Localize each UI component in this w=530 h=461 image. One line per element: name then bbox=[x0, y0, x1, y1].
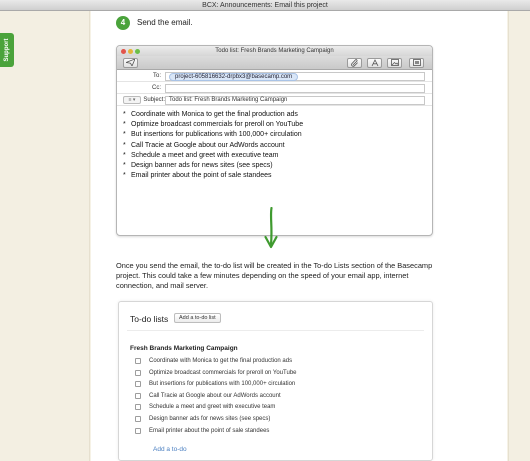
stationery-button[interactable] bbox=[409, 58, 424, 68]
right-gutter bbox=[508, 11, 530, 461]
explanation-text: Once you send the email, the to-do list will be created in the To-do Lists section of the Basecamp project. This could take a few minutes depending on the speed of your email app, internet connection, and mail server. bbox=[116, 261, 433, 290]
to-field[interactable] bbox=[165, 72, 425, 81]
recipient-token[interactable]: project-605816632-drpbx3@basecamp.com bbox=[169, 73, 298, 81]
todo-item bbox=[135, 369, 297, 381]
todo-item-text[interactable]: Coordinate with Monica to get the final production ads bbox=[149, 358, 293, 364]
todo-checkbox[interactable] bbox=[135, 416, 141, 422]
email-body[interactable] bbox=[117, 106, 432, 185]
send-icon bbox=[126, 59, 135, 66]
support-tab[interactable] bbox=[0, 33, 14, 67]
todo-item-text[interactable]: But insertions for publications with 100,000+ circulation bbox=[149, 381, 296, 388]
todo-item bbox=[135, 380, 297, 392]
window-title-bar bbox=[0, 0, 530, 11]
cc-field[interactable] bbox=[165, 84, 425, 93]
todo-item-text[interactable]: Schedule a meet and greet with executive team bbox=[149, 404, 276, 411]
font-format-icon bbox=[371, 59, 379, 67]
send-button[interactable] bbox=[123, 58, 138, 68]
cc-label: Cc: bbox=[152, 85, 161, 91]
to-row bbox=[117, 70, 432, 82]
todo-item bbox=[135, 427, 297, 439]
todo-checkbox[interactable] bbox=[135, 404, 141, 410]
account-menu-button[interactable]: ≡ ▾ bbox=[123, 96, 141, 104]
todo-item-text[interactable]: Design banner ads for news sites (see specs) bbox=[149, 415, 271, 422]
photo-icon bbox=[391, 59, 399, 66]
add-todo-list-button[interactable]: Add a to-do list bbox=[174, 313, 221, 323]
step-title: Send the email. bbox=[137, 18, 193, 27]
paperclip-icon bbox=[351, 59, 359, 67]
todo-items bbox=[135, 357, 297, 438]
window-title: BCX: Announcements: Email this project bbox=[202, 2, 328, 9]
stationery-icon bbox=[413, 59, 421, 66]
divider bbox=[127, 330, 424, 331]
todo-item bbox=[135, 415, 297, 427]
email-toolbar bbox=[117, 56, 432, 70]
email-body-line: * Email printer about the point of sale standees bbox=[123, 171, 426, 181]
todo-item bbox=[135, 392, 297, 404]
photo-browser-button[interactable] bbox=[387, 58, 402, 68]
todo-lists-heading: To-do lists bbox=[130, 314, 169, 324]
email-body-line: * Coordinate with Monica to get the final production ads bbox=[123, 110, 426, 120]
todo-checkbox[interactable] bbox=[135, 370, 141, 376]
support-tab-label: Support bbox=[4, 38, 10, 62]
email-body-line: * Schedule a meet and greet with executive team bbox=[123, 151, 426, 161]
to-label: To: bbox=[152, 73, 161, 79]
email-body-line: * Design banner ads for news sites (see specs) bbox=[123, 161, 426, 171]
todo-checkbox[interactable] bbox=[135, 428, 141, 434]
email-body-line: * Optimize broadcast commercials for preroll on YouTube bbox=[123, 120, 426, 130]
todo-checkbox[interactable] bbox=[135, 358, 141, 364]
email-body-line: * Call Tracie at Google about our AdWords account bbox=[123, 141, 426, 151]
step-number-badge: 4 bbox=[116, 16, 130, 30]
minimize-window-icon[interactable] bbox=[128, 49, 133, 54]
todo-item-text[interactable]: Email printer about the point of sale standees bbox=[149, 427, 270, 434]
format-button[interactable] bbox=[367, 58, 382, 68]
zoom-window-icon[interactable] bbox=[135, 49, 140, 54]
close-window-icon[interactable] bbox=[121, 49, 126, 54]
todo-checkbox[interactable] bbox=[135, 393, 141, 399]
cc-row bbox=[117, 82, 432, 94]
left-gutter bbox=[0, 11, 90, 461]
email-window-titlebar bbox=[117, 46, 432, 56]
subject-label: Subject: bbox=[143, 97, 165, 103]
email-body-line: * But insertions for publications with 100,000+ circulation bbox=[123, 130, 426, 140]
down-arrow-icon bbox=[263, 207, 279, 251]
todo-item bbox=[135, 357, 297, 369]
todo-item-text[interactable]: Call Tracie at Google about our AdWords account bbox=[149, 392, 281, 399]
todo-checkbox[interactable] bbox=[135, 381, 141, 387]
todo-item bbox=[135, 403, 297, 415]
add-todo-link[interactable]: Add a to-do bbox=[153, 446, 187, 453]
subject-field[interactable]: Todo list: Fresh Brands Marketing Campaign bbox=[165, 96, 425, 105]
email-window-title: Todo list: Fresh Brands Marketing Campaign bbox=[215, 48, 334, 54]
attach-button[interactable] bbox=[347, 58, 362, 68]
todo-list-title[interactable]: Fresh Brands Marketing Campaign bbox=[130, 345, 238, 352]
main-content bbox=[91, 11, 507, 461]
subject-row bbox=[117, 94, 432, 106]
todo-lists-panel bbox=[118, 301, 433, 461]
todo-item-text[interactable]: Optimize broadcast commercials for preroll on YouTube bbox=[149, 369, 297, 376]
